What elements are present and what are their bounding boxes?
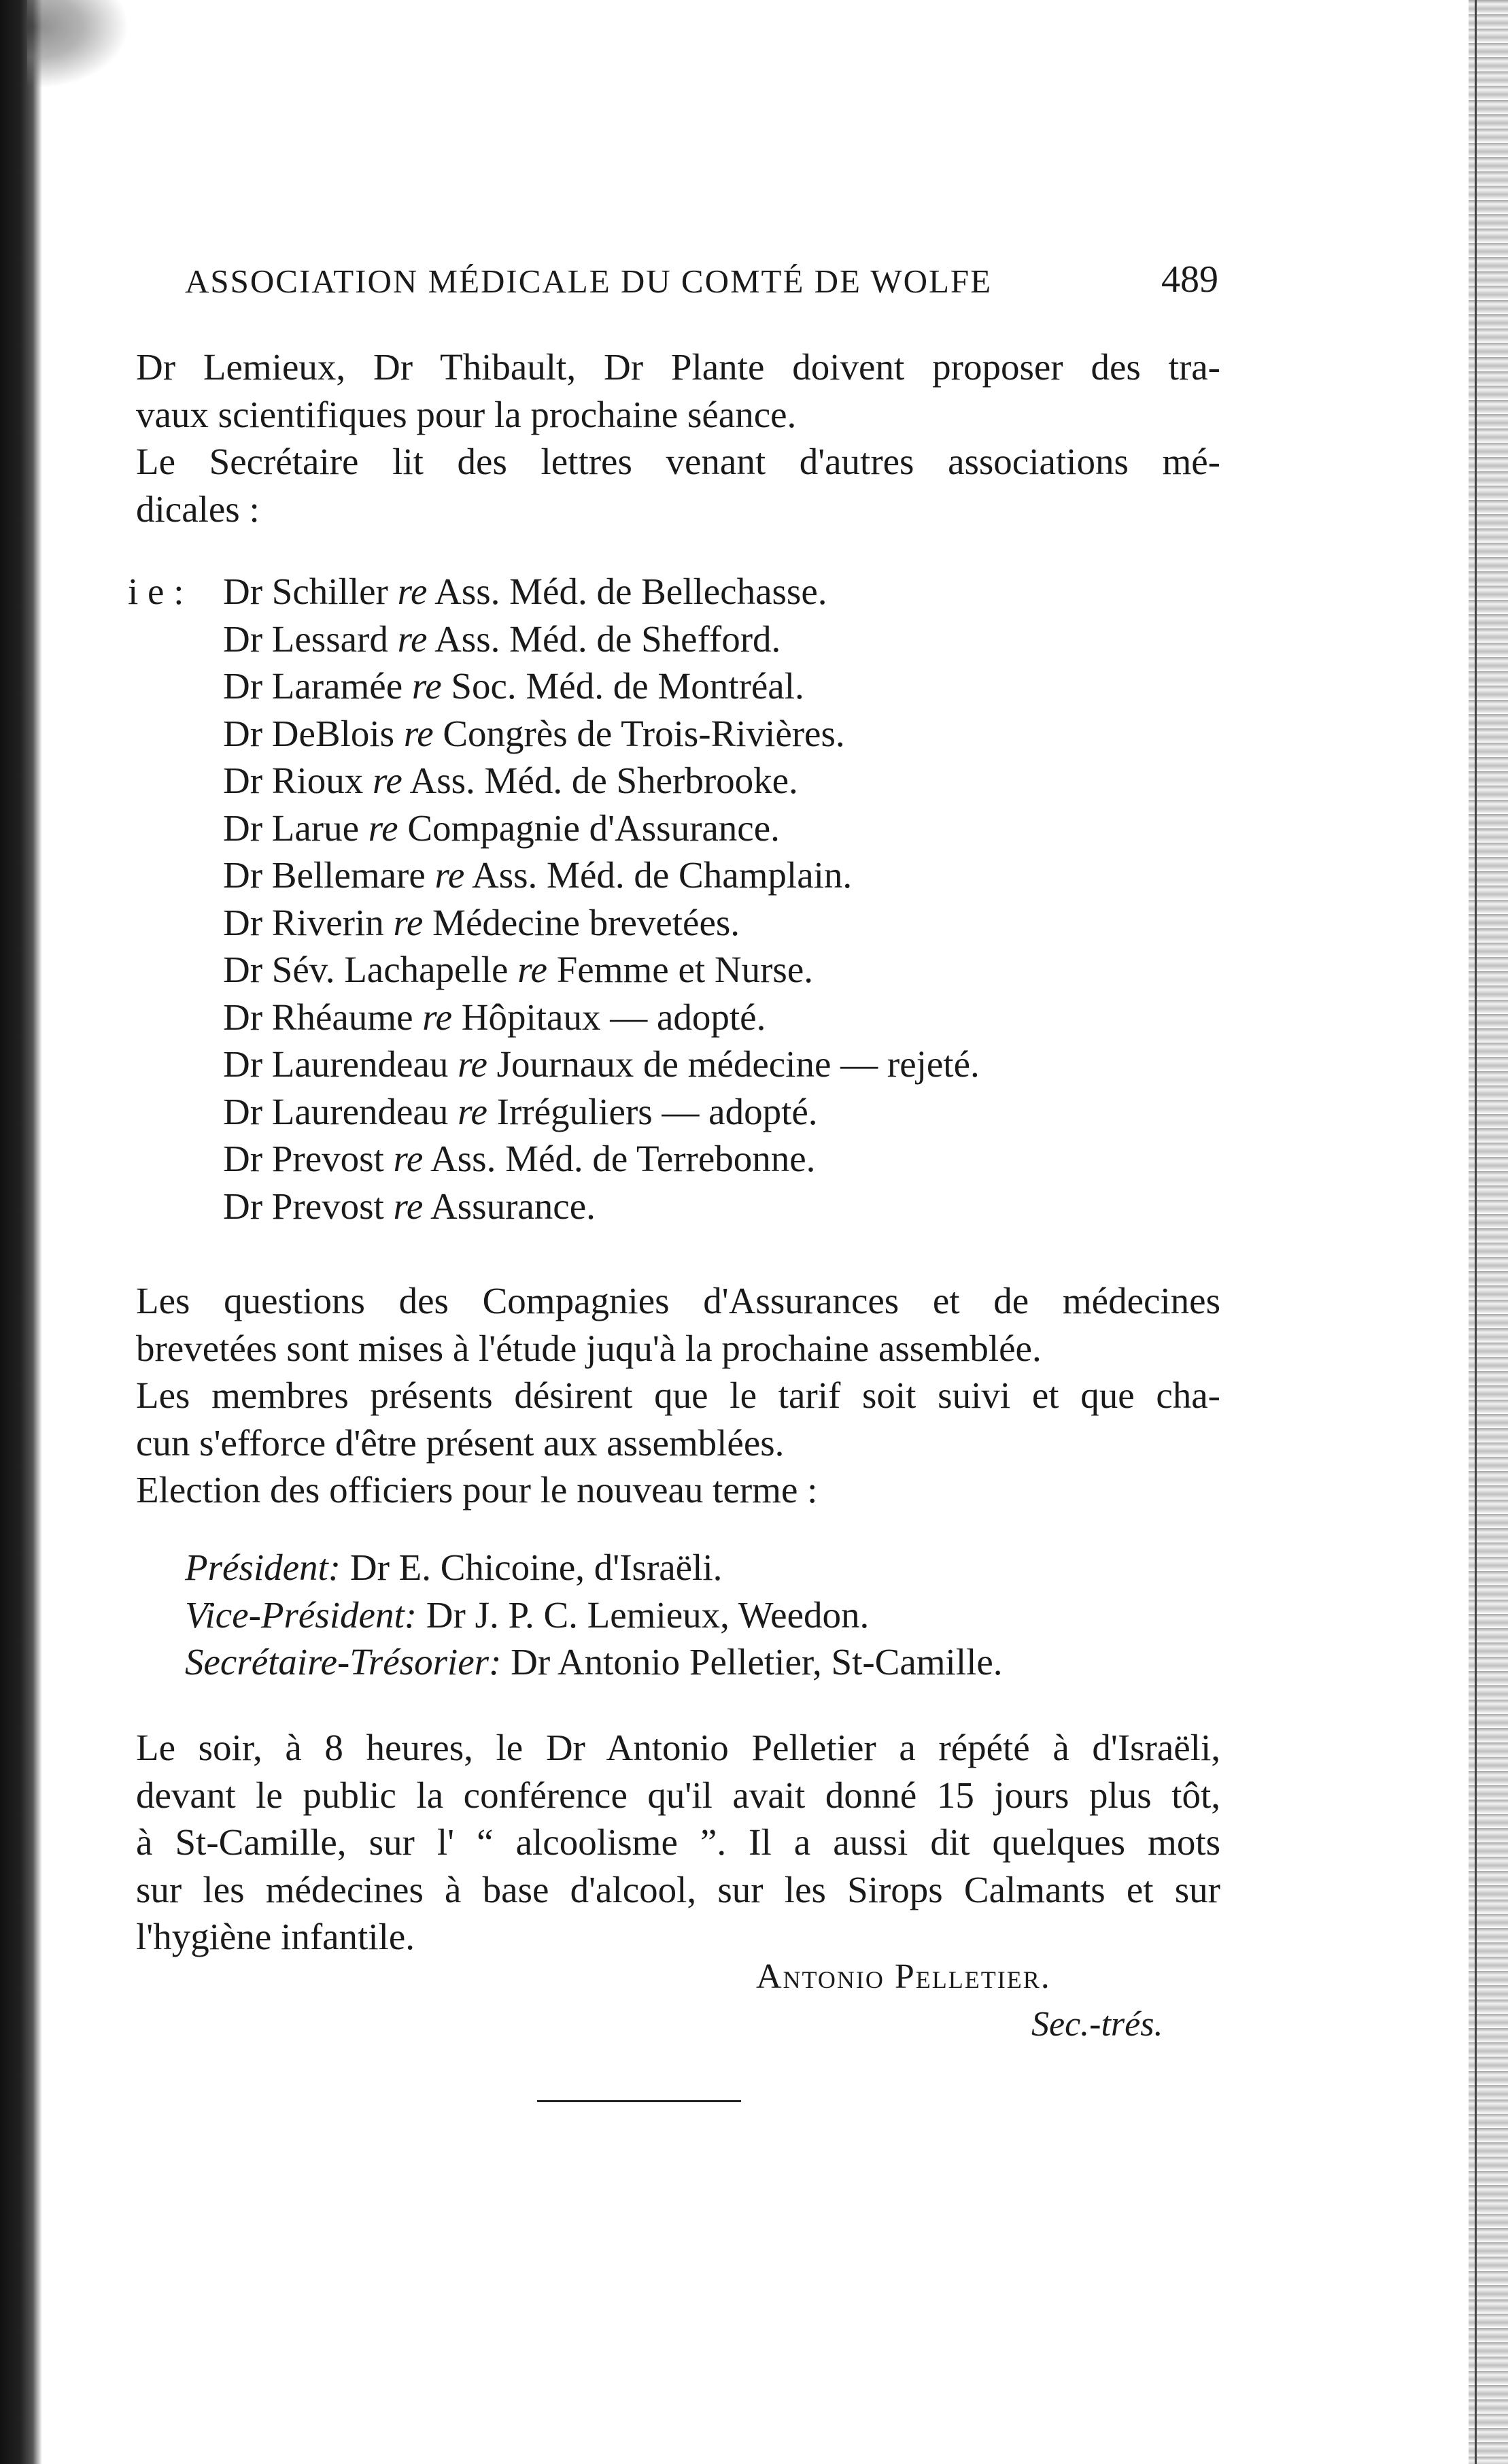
resolutions-paragraphs (136, 1277, 1220, 1514)
subject: Ass. Méd. de Shefford. (434, 618, 781, 660)
subject: Ass. Méd. de Bellechasse. (434, 571, 827, 612)
evening-line-4: sur les médecines à base d'alcool, sur les Sirops Calmants et sur (136, 1868, 1220, 1910)
doctor-name: Dr Sév. Lachapelle (223, 949, 509, 990)
doctor-name: Dr Bellemare (223, 854, 426, 896)
doctor-name: Dr Rioux (223, 760, 364, 801)
re-marker: re (397, 618, 428, 660)
closing-rule (537, 2100, 741, 2102)
officer-name: Dr J. P. C. Lemieux, Weedon. (426, 1593, 870, 1636)
subject: Assurance. (430, 1185, 596, 1227)
subject: Ass. Méd. de Champlain. (472, 854, 853, 896)
signatory-title: Sec.-trés. (1031, 2005, 1163, 2044)
list-item (128, 1088, 1148, 1136)
subject: Journaux de médecine — rejeté. (496, 1043, 980, 1085)
re-marker: re (458, 1090, 487, 1132)
subject: Ass. Méd. de Sherbrooke. (409, 760, 798, 801)
subject: Femme et Nurse. (556, 949, 813, 990)
evening-line-3: à St-Camille, sur l' “ alcoolisme ”. Il a aussi dit quelques mots (136, 1821, 1220, 1863)
list-item (128, 615, 1148, 663)
re-marker: re (397, 571, 428, 612)
officer-name: Dr Antonio Pelletier, St-Camille. (511, 1641, 1003, 1683)
resolution-3-line-1: Election des officiers pour le nouveau terme : (136, 1469, 818, 1511)
list-item (128, 805, 1148, 852)
doctor-name: Dr Lessard (223, 618, 388, 660)
subject: Soc. Méd. de Montréal. (451, 665, 804, 707)
subject: Hôpitaux — adopté. (461, 996, 766, 1038)
resolution-2-line-2: cun s'efforce d'être présent aux assemblées. (136, 1421, 785, 1464)
page-number: 489 (1161, 258, 1218, 301)
officer-president (185, 1544, 1003, 1591)
resolution-1-line-1: Les questions des Compagnies d'Assurances et de médecines (136, 1280, 1220, 1321)
doctor-name: Dr DeBlois (223, 712, 395, 754)
list-item (128, 1135, 1148, 1183)
doctor-name: Dr Prevost (223, 1138, 384, 1179)
subject: Compagnie d'Assurance. (407, 807, 780, 849)
doctor-name: Dr Laurendeau (223, 1043, 449, 1085)
doctor-name: Dr Schiller (223, 571, 388, 612)
re-marker: re (434, 854, 465, 896)
intro-line-3: Le Secrétaire lit des lettres venant d'autres associations mé- (136, 441, 1220, 482)
scan-right-rule (1475, 0, 1477, 2464)
list-item (128, 851, 1148, 899)
list-item (128, 899, 1148, 947)
officer-name: Dr E. Chicoine, d'Israëli. (349, 1547, 723, 1588)
list-item (128, 1183, 1148, 1230)
signature-block (756, 1953, 1163, 2048)
officer-vice-president (185, 1591, 1003, 1639)
intro-line-2: vaux scientifiques pour la prochaine séance. (136, 393, 797, 435)
re-marker: re (393, 901, 424, 943)
running-head (185, 258, 1218, 309)
re-marker: re (368, 807, 398, 849)
evening-line-2: devant le public la conférence qu'il avait donné 15 jours plus tôt, (136, 1774, 1220, 1816)
evening-line-5: l'hygiène infantile. (136, 1916, 415, 1957)
doctor-name: Dr Larue (223, 807, 360, 849)
scan-left-edge (0, 0, 42, 2464)
list-item (128, 757, 1148, 805)
list-item (128, 994, 1148, 1041)
re-marker: re (373, 760, 402, 801)
re-marker: re (422, 996, 453, 1038)
subject: Ass. Méd. de Terrebonne. (430, 1138, 816, 1179)
officer-role: Président: (185, 1547, 341, 1588)
doctor-name: Dr Rhéaume (223, 996, 413, 1038)
subject: Irréguliers — adopté. (496, 1090, 818, 1132)
evening-paragraph (136, 1724, 1220, 1961)
list-item (128, 568, 1148, 615)
list-item (128, 662, 1148, 710)
list-prefix: i e : (128, 571, 184, 612)
evening-line-1: Le soir, à 8 heures, le Dr Antonio Pelletier a répété à d'Israëli, (136, 1727, 1220, 1768)
signatory-name: Antonio Pelletier. (756, 1957, 1051, 1996)
resolution-1-line-2: brevetées sont mises à l'étude juqu'à la prochaine assemblée. (136, 1327, 1042, 1369)
subject: Congrès de Trois-Rivières. (443, 712, 845, 754)
running-title: ASSOCIATION MÉDICALE DU COMTÉ DE WOLFE (185, 263, 993, 300)
doctor-name: Dr Laurendeau (223, 1090, 449, 1132)
re-marker: re (393, 1138, 424, 1179)
doctor-name: Dr Prevost (223, 1185, 384, 1227)
officer-secretary-treasurer (185, 1638, 1003, 1686)
re-marker: re (517, 949, 547, 990)
list-item (128, 1041, 1148, 1088)
list-item (128, 946, 1148, 994)
re-marker: re (393, 1185, 424, 1227)
list-item (128, 710, 1148, 758)
officer-role: Secrétaire-Trésorier: (185, 1641, 502, 1683)
re-marker: re (403, 712, 434, 754)
officer-role: Vice-Président: (185, 1593, 417, 1636)
doctor-name: Dr Riverin (223, 901, 384, 943)
intro-paragraphs (136, 343, 1220, 533)
re-marker: re (411, 665, 442, 707)
resolution-2-line-1: Les membres présents désirent que le tarif soit suivi et que cha- (136, 1374, 1220, 1416)
doctor-name: Dr Laramée (223, 665, 403, 707)
subject: Médecine brevetées. (432, 901, 740, 943)
intro-line-1: Dr Lemieux, Dr Thibault, Dr Plante doivent proposer des tra- (136, 346, 1220, 388)
officers-list (185, 1544, 1003, 1686)
correspondence-list (128, 568, 1148, 1230)
scan-left-top-smudge (27, 0, 129, 88)
intro-line-4: dicales : (136, 488, 260, 530)
re-marker: re (458, 1043, 487, 1085)
